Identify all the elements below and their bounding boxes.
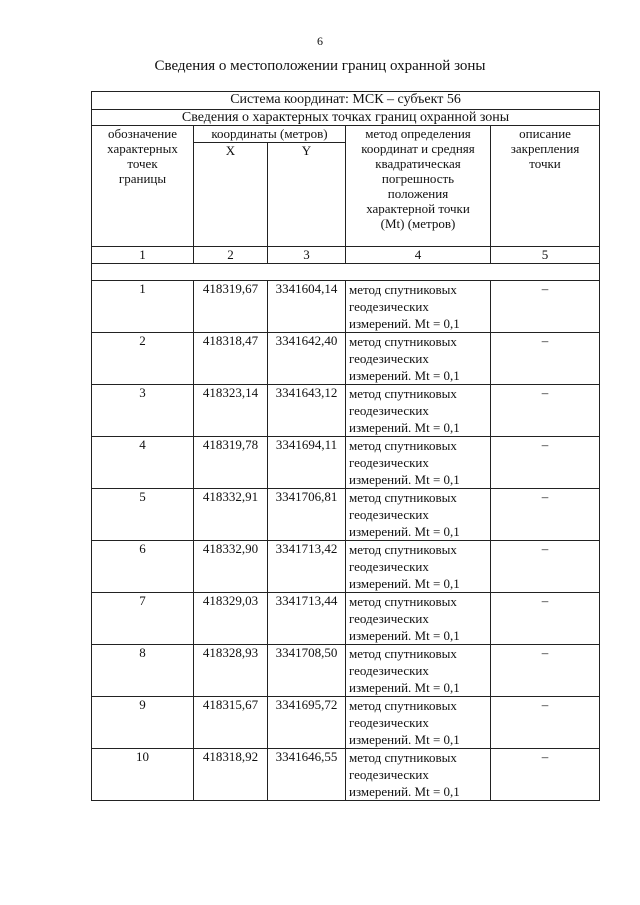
description-cell: –: [491, 437, 600, 489]
y-coordinate-cell: 3341642,40: [268, 333, 346, 385]
y-coordinate-cell: 3341713,42: [268, 541, 346, 593]
description-cell: –: [491, 645, 600, 697]
header-row: [92, 126, 600, 143]
y-coordinate-cell: 3341695,72: [268, 697, 346, 749]
table-row: [92, 541, 600, 593]
method-cell: метод спутниковых геодезических измерений. Mt = 0,1: [346, 593, 491, 645]
table-subtitle-row: [92, 110, 600, 126]
description-cell: –: [491, 541, 600, 593]
point-cell: 7: [92, 593, 194, 645]
x-coordinate-cell: 418332,90: [194, 541, 268, 593]
table-row: [92, 437, 600, 489]
coordinates-table: [91, 91, 600, 801]
table-row: [92, 385, 600, 437]
description-cell: –: [491, 489, 600, 541]
header-x: X: [194, 143, 268, 247]
y-coordinate-cell: 3341708,50: [268, 645, 346, 697]
y-coordinate-cell: 3341646,55: [268, 749, 346, 801]
x-coordinate-cell: 418315,67: [194, 697, 268, 749]
description-cell: –: [491, 281, 600, 333]
method-cell: метод спутниковых геодезических измерений. Mt = 0,1: [346, 645, 491, 697]
column-number: 1: [92, 247, 194, 264]
header-description: описание закрепления точки: [491, 126, 600, 247]
description-cell: –: [491, 749, 600, 801]
point-cell: 6: [92, 541, 194, 593]
table-row: [92, 281, 600, 333]
table-subtitle: Сведения о характерных точках границ охранной зоны: [92, 110, 600, 126]
column-numbers-row: [92, 247, 600, 264]
method-cell: метод спутниковых геодезических измерений. Mt = 0,1: [346, 749, 491, 801]
x-coordinate-cell: 418318,92: [194, 749, 268, 801]
header-method: метод определения координат и средняя квадратическая погрешность положения характерной точки (Mt) (метров): [346, 126, 491, 247]
y-coordinate-cell: 3341713,44: [268, 593, 346, 645]
document-title: Сведения о местоположении границ охранной зоны: [154, 58, 486, 74]
point-cell: 2: [92, 333, 194, 385]
x-coordinate-cell: 418332,91: [194, 489, 268, 541]
point-cell: 10: [92, 749, 194, 801]
y-coordinate-cell: 3341604,14: [268, 281, 346, 333]
table-row: [92, 645, 600, 697]
x-coordinate-cell: 418318,47: [194, 333, 268, 385]
method-cell: метод спутниковых геодезических измерений. Mt = 0,1: [346, 333, 491, 385]
x-coordinate-cell: 418319,78: [194, 437, 268, 489]
point-cell: 8: [92, 645, 194, 697]
coordinate-system-row: [92, 92, 600, 110]
method-cell: метод спутниковых геодезических измерений. Mt = 0,1: [346, 541, 491, 593]
point-cell: 5: [92, 489, 194, 541]
point-cell: 4: [92, 437, 194, 489]
x-coordinate-cell: 418329,03: [194, 593, 268, 645]
empty-cell: [92, 264, 600, 281]
header-designation: обозначение характерных точек границы: [92, 126, 194, 247]
table-row: [92, 333, 600, 385]
column-number: 5: [491, 247, 600, 264]
method-cell: метод спутниковых геодезических измерений. Mt = 0,1: [346, 437, 491, 489]
y-coordinate-cell: 3341694,11: [268, 437, 346, 489]
y-coordinate-cell: 3341706,81: [268, 489, 346, 541]
header-y: Y: [268, 143, 346, 247]
x-coordinate-cell: 418323,14: [194, 385, 268, 437]
column-number: 3: [268, 247, 346, 264]
table-row: [92, 697, 600, 749]
column-number: 2: [194, 247, 268, 264]
method-cell: метод спутниковых геодезических измерений. Mt = 0,1: [346, 697, 491, 749]
method-cell: метод спутниковых геодезических измерений. Mt = 0,1: [346, 385, 491, 437]
empty-row: [92, 264, 600, 281]
column-number: 4: [346, 247, 491, 264]
page-number: 6: [317, 34, 323, 48]
coordinate-system: Система координат: МСК – субъект 56: [92, 92, 600, 110]
table-row: [92, 593, 600, 645]
x-coordinate-cell: 418328,93: [194, 645, 268, 697]
table-row: [92, 749, 600, 801]
description-cell: –: [491, 385, 600, 437]
point-cell: 1: [92, 281, 194, 333]
description-cell: –: [491, 697, 600, 749]
point-cell: 3: [92, 385, 194, 437]
method-cell: метод спутниковых геодезических измерений. Mt = 0,1: [346, 281, 491, 333]
x-coordinate-cell: 418319,67: [194, 281, 268, 333]
header-coordinates: координаты (метров): [194, 126, 346, 143]
point-cell: 9: [92, 697, 194, 749]
y-coordinate-cell: 3341643,12: [268, 385, 346, 437]
description-cell: –: [491, 593, 600, 645]
table-row: [92, 489, 600, 541]
description-cell: –: [491, 333, 600, 385]
method-cell: метод спутниковых геодезических измерений. Mt = 0,1: [346, 489, 491, 541]
